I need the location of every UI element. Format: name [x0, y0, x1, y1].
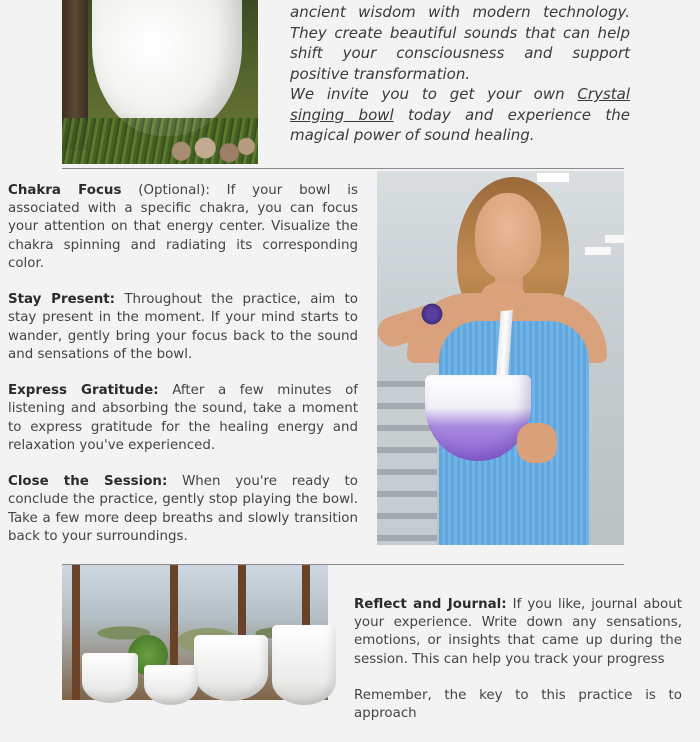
section-divider — [62, 168, 624, 169]
step-body: If you like, journal about your experience. Write down any sensations, emotions, or insights that came up during the session. This can help you track your progress — [354, 597, 682, 667]
holding-hand — [517, 423, 557, 463]
step-express-gratitude — [8, 382, 358, 455]
step-title: Express Gratitude: — [8, 383, 159, 399]
intro-text — [290, 2, 630, 146]
step-title: Chakra Focus — [8, 183, 122, 198]
practice-steps — [8, 182, 358, 564]
white-bowl — [272, 625, 336, 705]
crystal-bowl-outdoor-photo — [62, 0, 258, 164]
step-body: When you're ready to conclude the practice, gently stop playing the bowl. Take a few more deep breaths and slowly transition back to your surroundings. — [8, 474, 358, 544]
reflect-paragraph — [354, 596, 682, 669]
invite-paragraph — [290, 84, 630, 146]
step-body: Throughout the practice, aim to stay present in the moment. If your mind starts to wander, gently bring your focus back to the sound and sensations of the bowl. — [8, 292, 359, 362]
closing-text — [354, 596, 682, 742]
step-title: Stay Present: — [8, 292, 115, 308]
white-crystal-bowl — [92, 0, 242, 136]
remember-paragraph: Remember, the key to this practice is to approach — [354, 688, 682, 722]
step-title: Reflect and Journal: — [354, 597, 507, 612]
step-body: After a few minutes of listening and absorbing the sound, take a moment to express gratitude for the healing energy and relaxation you've experienced. — [8, 383, 358, 453]
crystal-singing-bowl-link[interactable]: Crystal singing bowl — [290, 85, 630, 124]
hand — [481, 281, 525, 311]
rocks — [162, 132, 258, 164]
invite-suffix: today and experience the magical power of sound healing. — [290, 105, 630, 144]
step-title: Close the Session: — [8, 474, 168, 490]
invite-prefix: We invite you to get your own — [290, 85, 578, 103]
step-close-session — [8, 473, 358, 546]
white-bowl — [194, 635, 268, 701]
bracelet — [421, 301, 443, 327]
face — [475, 193, 541, 279]
step-stay-present — [8, 291, 358, 364]
white-bowl — [82, 653, 138, 703]
intro-paragraph: ancient wisdom with modern technology. They create beautiful sounds that can help shift your consciousness and support positive transformation. — [290, 3, 630, 83]
step-chakra-focus — [8, 182, 358, 273]
woman-playing-bowl-photo — [377, 171, 624, 545]
white-bowl — [144, 665, 198, 705]
window-frame — [72, 565, 80, 700]
sunroom-bowls-photo — [62, 565, 328, 700]
step-body: (Optional): If your bowl is associated with a specific chakra, you can focus your attention on that energy center. Visualize the chakra spinning and radiating its corresponding color. — [8, 183, 358, 271]
